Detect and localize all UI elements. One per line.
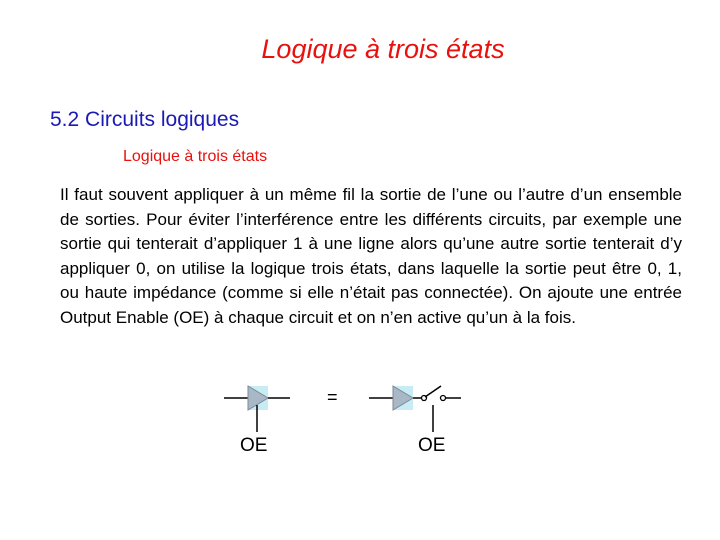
slide-title: Logique à trois états <box>261 34 505 64</box>
switch-blade <box>425 386 441 397</box>
body-paragraph: Il faut souvent appliquer à un même fil la sortie de l’une ou l’autre d’un ensemble de sorties. Pour éviter l’interférence entre les différents circuits, par exemple une sortie qui tenterait d’appliquer 1 à une ligne alors qu’une autre sortie tenterait d’y appliquer 0, on utilise la logique trois états, dans laquelle la sortie peut être 0, 1, ou haute impédance (comme si elle n’était pas connectée). On ajoute une entrée Output Enable (OE) à chaque circuit et on n’en active qu’un à la fois. <box>60 185 682 327</box>
left-tristate-buffer <box>224 386 290 456</box>
switch-right-contact <box>441 396 446 401</box>
left-oe-label: OE <box>240 435 268 456</box>
right-oe-label: OE <box>418 435 446 456</box>
section-heading: 5.2 Circuits logiques <box>50 108 240 131</box>
subheading: Logique à trois états <box>123 148 268 165</box>
equals-sign: = <box>327 387 338 407</box>
right-equivalent-circuit <box>369 386 461 456</box>
